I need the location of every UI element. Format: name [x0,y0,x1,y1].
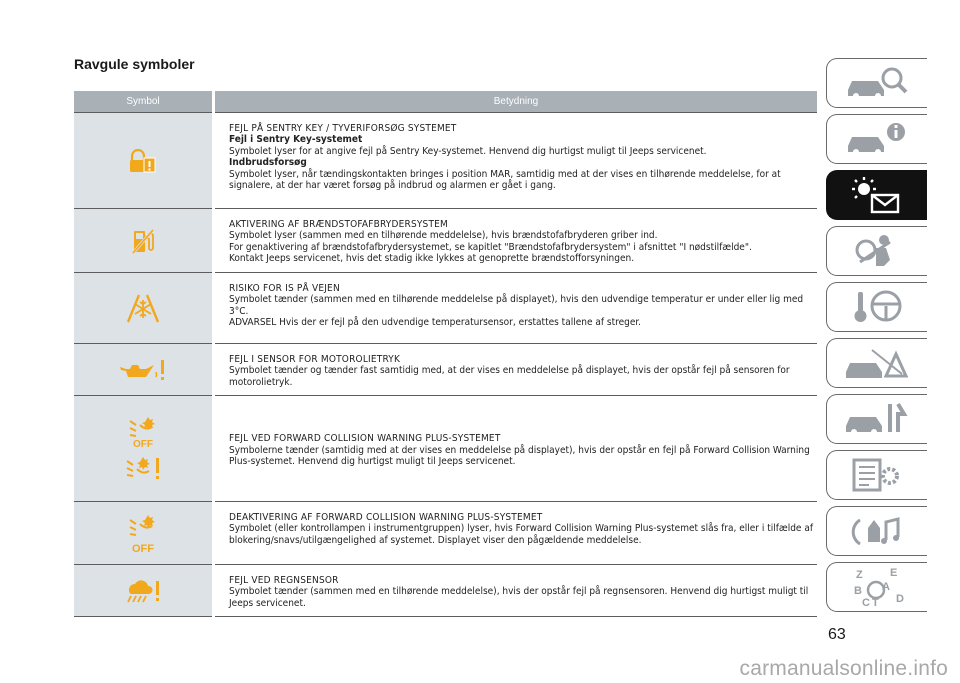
car-breakdown-icon [842,344,912,382]
row-subheading: Fejl i Sentry Key-systemet [229,134,363,146]
spec-sheet-gear-icon [842,456,912,494]
header-meaning: Betydning [214,91,818,113]
multimedia-icon [842,512,912,550]
row-title: RISIKO FOR IS PÅ VEJEN [229,283,340,294]
symbol-cell [74,344,214,396]
row-title: DEAKTIVERING AF FORWARD COLLISION WARNING PLUS-SYSTEMET [229,512,543,523]
index-letter: E [890,567,898,579]
nav-tab-warning-lights-messages[interactable] [826,170,927,220]
row-text: Symbolerne tænder (samtidig med at der vises en meddelelse på displayet), hvis der opstår en fejl på Forward Collision Warning Plus-systemet. Henvend dig hurtigst muligt til Jeeps servicenet. [229,444,810,468]
page-number: 63 [828,626,846,643]
table-row [74,344,817,396]
row-text: Kontakt Jeeps servicenet, hvis det stadig ikke lykkes at genoprette brændstofforsyningen. [229,253,635,265]
row-text: Symbolet lyser, når tændingskontakten bringes i position MAR, samtidig med at der vises en tilhørende meddelelse, for at signalere, at der har været forsøg på indbrud og alarmen er gået i gang. [229,168,781,192]
off-label: OFF [132,543,154,554]
table-header-row [74,91,817,113]
nav-tab-safety[interactable] [826,226,927,276]
row-text: For genaktivering af brændstofafbrydersystemet, se kapitlet "Brændstofafbrydersystem" i afsnittet "I nødstilfælde". [229,241,752,253]
index-letter: A [882,581,890,593]
index-letter: Z [856,569,863,581]
index-letter: B [854,585,862,597]
steering-key-icon [842,288,912,326]
car-search-icon [842,64,912,102]
forward-collision-off-icon [126,512,160,554]
index-letter: C [862,597,870,608]
table-row [74,565,817,617]
row-text: Symbolet lyser for at angive fejl på Sentry Key-systemet. Henvend dig hurtigst muligt til Jeeps servicenet. [229,145,707,157]
amber-symbols-table [74,91,817,617]
watermark-text: carmanualsonline.info [739,657,948,680]
header-symbol: Symbol [74,91,214,113]
description-cell [214,344,818,396]
row-title: FEJL VED REGNSENSOR [229,575,339,586]
index-letter: T [872,597,879,608]
row-text: Symbolet tænder (sammen med en tilhørende meddelelse på displayet), hvis den udvendige temperatur er under eller lig med 3°C. [229,294,804,317]
description-cell [214,565,818,617]
row-title: FEJL PÅ SENTRY KEY / TYVERIFORSØG SYSTEMET [229,123,457,134]
row-text: Symbolet lyser (sammen med en tilhørende meddelelse), hvis brændstofafbryderen griber ind. [229,230,658,242]
row-title: FEJL VED FORWARD COLLISION WARNING PLUS-SYSTEMET [229,433,501,445]
row-text: Symbolet tænder og tænder fast samtidig med, at der vises en meddelelse på displayet, hvis der opstår fejl på sensoren for motorolietryk. [229,365,790,388]
description-cell [214,273,818,344]
alphabetical-index-icon [842,566,912,608]
symbol-cell [74,113,214,209]
car-service-tools-icon [842,400,912,438]
nav-tab-getting-to-know-car[interactable] [826,58,927,108]
description-cell [214,502,818,565]
symbol-cell [74,502,214,565]
symbol-cell [74,396,214,502]
symbol-cell [74,209,214,273]
page-title: Ravgule symboler [74,56,195,72]
row-text: Symbolet (eller kontrollampen i instrumentgruppen) lyser, hvis Forward Collision Warning Plus-systemet slås fra, eller i tilfælde af blokering/snavs/utilgængelighed af systemet. Displayet viser den pågældende meddelelse. [229,523,814,546]
off-label: OFF [133,438,153,449]
row-title: AKTIVERING AF BRÆNDSTOFAFBRYDERSYSTEM [229,219,449,230]
nav-tab-knowing-instrument-panel[interactable] [826,114,927,164]
table-row [74,113,817,209]
nav-tab-technical-data[interactable] [826,450,927,500]
fuel-cutoff-icon [132,228,154,254]
row-subheading: Indbrudsforsøg [229,157,307,169]
symbol-cell [74,273,214,344]
table-row [74,273,817,344]
nav-tab-starting-driving[interactable] [826,282,927,332]
nav-tab-servicing-maintenance[interactable] [826,394,927,444]
row-text: ADVARSEL Hvis der er fejl på den udvendige temperatursensor, erstattes tallene af streger. [229,317,642,329]
ice-risk-snowflake-icon [124,293,162,323]
description-cell [214,209,818,273]
nav-tab-in-emergency[interactable] [826,338,927,388]
oil-pressure-sensor-icon [118,358,168,382]
row-text: Symbolet tænder (sammen med en tilhørende meddelelse), hvis der opstår fejl på regnsensoren. Henvend dig hurtigst muligt til Jeeps servicenet. [229,586,809,609]
rain-sensor-fault-icon [123,579,163,603]
airbag-passenger-icon [842,232,912,270]
table-row [74,209,817,273]
nav-tab-index[interactable] [826,562,927,612]
description-cell [214,396,818,502]
car-info-icon [842,120,912,158]
index-letter: D [896,593,904,605]
warning-light-message-icon [842,175,912,215]
symbol-cell [74,565,214,617]
table-row [74,396,817,502]
nav-tab-multimedia[interactable] [826,506,927,556]
forward-collision-off-icon [126,415,160,449]
sentry-key-lock-icon [129,149,157,173]
row-title: FEJL I SENSOR FOR MOTOROLIETRYK [229,354,401,365]
chapter-side-nav [826,58,930,618]
forward-collision-fault-icon [123,455,163,483]
description-cell [214,113,818,209]
table-row [74,502,817,565]
